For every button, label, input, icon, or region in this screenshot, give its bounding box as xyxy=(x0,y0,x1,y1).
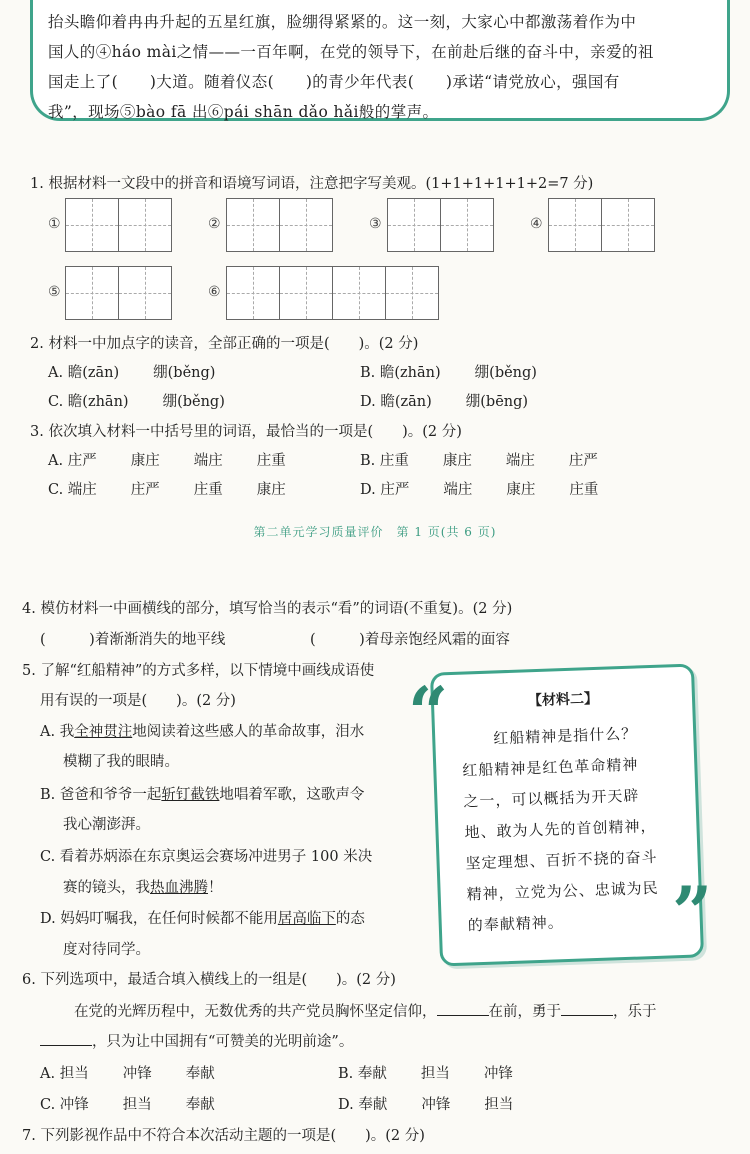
passage-text: ，乐于 xyxy=(613,1004,657,1020)
option-part: 地阅读着这些感人的革命故事，泪水 xyxy=(132,724,365,740)
option-part: 冲锋 xyxy=(483,1066,513,1082)
q6-option-c[interactable] xyxy=(40,1093,249,1114)
option-part: 端庄 xyxy=(193,453,223,469)
fill-blank-1[interactable] xyxy=(437,1015,489,1016)
blank-label-5: ⑤ xyxy=(48,284,61,300)
blank-label-1: ① xyxy=(48,216,61,232)
option-part: B. 奉献 xyxy=(338,1066,387,1082)
option-part: 绷(bēng) xyxy=(465,394,529,410)
q3-option-b[interactable] xyxy=(360,449,632,470)
open-quote-icon: “ xyxy=(408,671,449,754)
q5-option-a-line-2: 模糊了我的眼睛。 xyxy=(63,754,179,770)
option-part: D. 瞻(zān) xyxy=(360,394,432,410)
passage-text: 在党的光辉历程中，无数优秀的共产党员胸怀坚定信仰， xyxy=(74,1004,437,1020)
question-6: 6. 下列选项中，最适合填入横线上的一组是( )。(2 分) xyxy=(22,972,396,988)
blank-label-4: ④ xyxy=(530,216,543,232)
writing-grid-3[interactable] xyxy=(388,198,494,252)
q6-passage-line-2 xyxy=(40,1030,353,1051)
option-part: 担当 xyxy=(420,1066,450,1082)
option-part: 奉献 xyxy=(185,1097,215,1113)
fill-blank-2[interactable] xyxy=(561,1015,613,1016)
grid-cell[interactable] xyxy=(118,198,172,252)
option-part: 康庄 xyxy=(506,482,536,498)
q3-option-a[interactable] xyxy=(48,449,320,470)
underlined-idiom: 全神贯注 xyxy=(74,724,133,740)
option-part: 端庄 xyxy=(443,482,473,498)
material-two-line: 之一，可以概括为开天辟 xyxy=(463,786,640,811)
material-one-line-3: 国走上了( )大道。随着仪态( )的青少年代表( )承诺“请党放心，强国有 xyxy=(48,73,620,91)
writing-grid-4[interactable] xyxy=(549,198,655,252)
q2-option-a[interactable] xyxy=(48,361,249,382)
option-part: 的态 xyxy=(335,911,365,927)
writing-grid-5[interactable] xyxy=(66,266,172,320)
close-quote-icon: ” xyxy=(672,871,713,954)
option-part: C. 瞻(zhān) xyxy=(48,394,129,410)
material-one-line-2: 国人的④háo mài之情——一百年啊，在党的领导下，在前赴后继的奋斗中，亲爱的祖 xyxy=(48,43,654,61)
underlined-idiom: 热血沸腾 xyxy=(150,880,208,896)
grid-cell[interactable] xyxy=(65,266,119,320)
material-two-title: 【材料二】 xyxy=(527,690,599,710)
option-part: 庄重 xyxy=(193,482,223,498)
underlined-idiom: 居高临下 xyxy=(277,911,336,927)
blank-label-6: ⑥ xyxy=(208,284,221,300)
option-part: 康庄 xyxy=(130,453,160,469)
question-5-line-1: 5. 了解“红船精神”的方式多样，以下情境中画线成语使 xyxy=(22,663,375,679)
option-part: 端庄 xyxy=(505,453,535,469)
q6-option-b[interactable] xyxy=(338,1062,547,1083)
option-part: 冲锋 xyxy=(122,1066,152,1082)
grid-cell[interactable] xyxy=(226,198,280,252)
grid-cell[interactable] xyxy=(332,266,386,320)
material-two-line: 坚定理想、百折不挠的奋斗 xyxy=(465,847,658,873)
option-part: 冲锋 xyxy=(421,1097,451,1113)
option-part: 赛的镜头，我 xyxy=(63,880,150,896)
option-part: 庄严 xyxy=(130,482,160,498)
option-part: D. 妈妈叮嘱我，在任何时候都不能用 xyxy=(40,911,278,927)
material-two-line: 红船精神是红色革命精神 xyxy=(462,755,639,780)
option-part: B. 爸爸和爷爷一起 xyxy=(40,787,162,803)
grid-cell[interactable] xyxy=(601,198,655,252)
option-part: 庄重 xyxy=(569,482,599,498)
option-part: 绷(běng) xyxy=(162,394,225,410)
q2-option-b[interactable] xyxy=(360,361,571,382)
page-footer: 第二单元学习质量评价 第 1 页(共 6 页) xyxy=(253,525,497,539)
question-7: 7. 下列影视作品中不符合本次活动主题的一项是( )。(2 分) xyxy=(22,1128,425,1144)
option-part: D. 奉献 xyxy=(338,1097,388,1113)
grid-cell[interactable] xyxy=(279,266,333,320)
option-part: B. 庄重 xyxy=(360,453,409,469)
q6-option-a[interactable] xyxy=(40,1062,249,1083)
option-part: A. 瞻(zān) xyxy=(48,365,120,381)
q2-option-d[interactable] xyxy=(360,390,562,411)
q5-option-a[interactable] xyxy=(40,720,364,741)
option-part: 康庄 xyxy=(256,482,286,498)
material-one-line-4: 我”，现场⑤bào fā 出⑥pái shān dǎo hǎi般的掌声。 xyxy=(48,103,439,121)
option-part: 奉献 xyxy=(185,1066,215,1082)
material-two-line: 地、敢为人先的首创精神， xyxy=(464,816,657,842)
q6-passage-line-1 xyxy=(74,1000,657,1021)
option-part: ！ xyxy=(208,880,223,896)
question-5-line-2: 用有误的一项是( )。(2 分) xyxy=(40,693,236,709)
option-part: 担当 xyxy=(122,1097,152,1113)
q3-option-c[interactable] xyxy=(48,478,320,499)
grid-cell[interactable] xyxy=(548,198,602,252)
grid-cell[interactable] xyxy=(385,266,439,320)
passage-text: ，只为让中国拥有“可赞美的光明前途”。 xyxy=(92,1034,354,1050)
q5-option-c[interactable]: C. 看着苏炳添在东京奥运会赛场冲进男子 100 米决 xyxy=(40,849,373,865)
question-1: 1. 根据材料一文段中的拼音和语境写词语，注意把字写美观。(1+1+1+1+1+2=7 分) xyxy=(30,176,594,192)
option-part: A. 我 xyxy=(40,724,75,740)
grid-cell[interactable] xyxy=(226,266,280,320)
option-part: 庄重 xyxy=(256,453,286,469)
option-part: D. 庄严 xyxy=(360,482,410,498)
option-part: 庄严 xyxy=(568,453,598,469)
writing-grid-6[interactable] xyxy=(227,266,439,320)
q3-option-d[interactable] xyxy=(360,478,632,499)
q4-right-prompt[interactable]: ( )着母亲饱经风霜的面容 xyxy=(310,632,510,648)
q5-option-b-line-2: 我心潮澎湃。 xyxy=(63,817,150,833)
underlined-idiom: 斩钉截铁 xyxy=(161,787,220,803)
blank-label-3: ③ xyxy=(369,216,382,232)
grid-cell[interactable] xyxy=(65,198,119,252)
writing-grid-1[interactable] xyxy=(66,198,172,252)
option-part: B. 瞻(zhān) xyxy=(360,365,441,381)
material-two-line: 精神，立党为公、忠诚为民 xyxy=(466,878,659,904)
passage-text: 在前，勇于 xyxy=(488,1004,561,1020)
option-part: 绷(běng) xyxy=(474,365,537,381)
option-part: C. 端庄 xyxy=(48,482,97,498)
material-two-line: 的奉献精神。 xyxy=(467,913,565,935)
q5-option-b[interactable] xyxy=(40,783,364,804)
question-4: 4. 模仿材料一中画横线的部分，填写恰当的表示“看”的词语(不重复)。(2 分) xyxy=(22,601,513,617)
grid-cell[interactable] xyxy=(387,198,441,252)
option-part: 康庄 xyxy=(442,453,472,469)
grid-cell[interactable] xyxy=(118,266,172,320)
option-part: 担当 xyxy=(484,1097,514,1113)
writing-grid-2[interactable] xyxy=(227,198,333,252)
q5-option-c-line-2 xyxy=(63,876,223,897)
option-part: A. 庄严 xyxy=(48,453,97,469)
fill-blank-3[interactable] xyxy=(40,1045,92,1046)
option-part: C. 冲锋 xyxy=(40,1097,89,1113)
grid-cell[interactable] xyxy=(440,198,494,252)
option-part: 绷(běng) xyxy=(153,365,216,381)
q6-option-d[interactable] xyxy=(338,1093,547,1114)
material-one-line-1: 抬头瞻仰着冉冉升起的五星红旗，脸绷得紧紧的。这一刻，大家心中都激荡着作为中 xyxy=(48,13,637,31)
q5-option-d[interactable] xyxy=(40,907,365,928)
q4-left-prompt[interactable]: ( )着渐渐消失的地平线 xyxy=(40,632,226,648)
blank-label-2: ② xyxy=(208,216,221,232)
material-two-card xyxy=(430,663,704,966)
option-part: A. 担当 xyxy=(40,1066,89,1082)
q5-option-d-line-2: 度对待同学。 xyxy=(63,942,150,958)
question-3: 3. 依次填入材料一中括号里的词语，最恰当的一项是( )。(2 分) xyxy=(30,424,462,440)
material-two-body xyxy=(461,717,676,941)
material-two-line: 红船精神是指什么？ xyxy=(460,724,638,749)
option-part: 地唱着军歌，这歌声令 xyxy=(219,787,365,803)
question-2: 2. 材料一中加点字的读音，全部正确的一项是( )。(2 分) xyxy=(30,336,419,352)
grid-cell[interactable] xyxy=(279,198,333,252)
q2-option-c[interactable] xyxy=(48,390,259,411)
